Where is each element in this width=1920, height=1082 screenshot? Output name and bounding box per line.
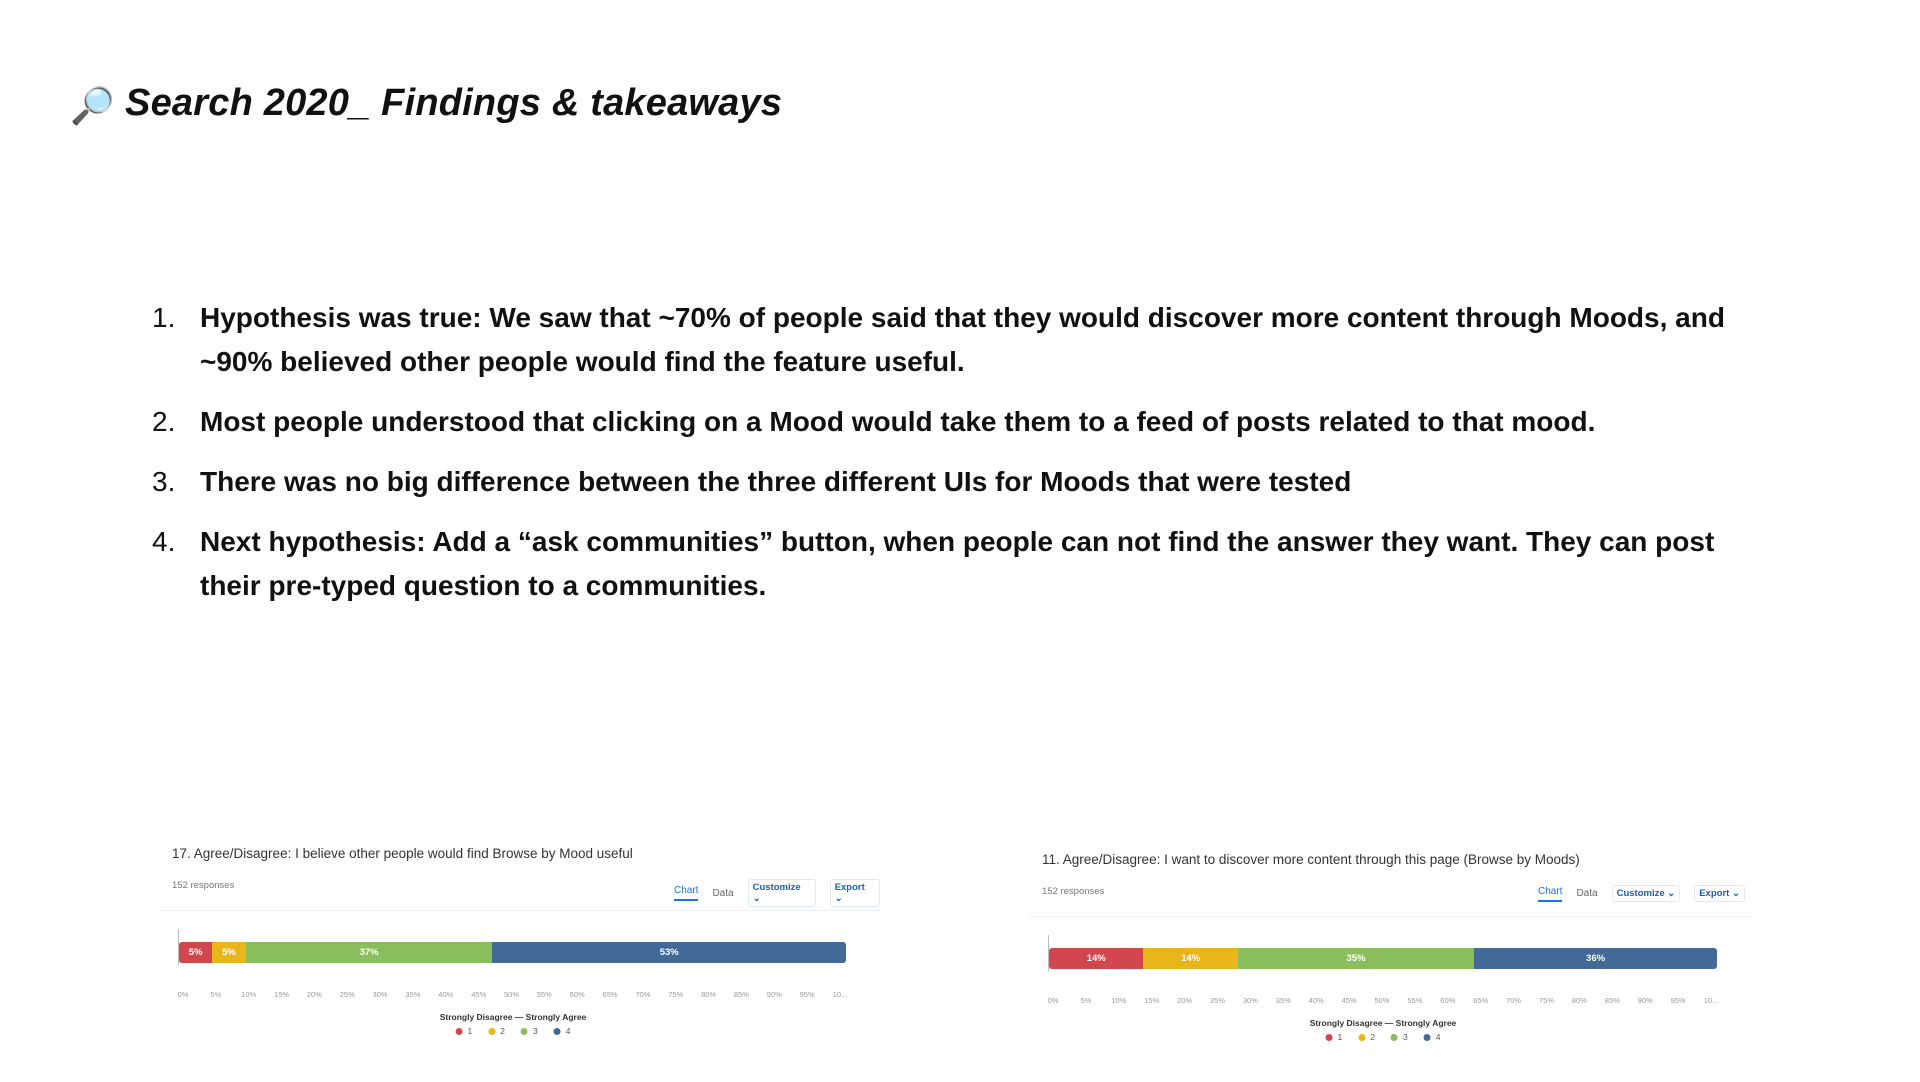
x-tick-label: 65% [602,990,618,999]
x-axis-ticks [1049,996,1717,1008]
legend-label: 2 [500,1026,505,1036]
data-label: 35% [1346,953,1366,964]
chart-panel-discover-content [1030,852,1750,1082]
legend-item [456,1026,473,1036]
stacked-bar [1049,948,1717,969]
findings-list [152,296,1732,624]
x-tick-label: 70% [1506,996,1522,1005]
x-tick-label: 0% [177,990,189,999]
chart-title: 11. Agree/Disagree: I want to discover more content through this page (Browse by Moods) [1042,852,1580,867]
legend-item [554,1026,571,1036]
finding-number: 1. [152,302,176,333]
data-label: 36% [1586,953,1606,964]
chart-panel-mood-useful [160,846,880,1076]
finding-item [152,296,1732,384]
tab-chart[interactable]: Chart [1538,886,1562,902]
data-label: 5% [188,947,203,958]
slide-title [70,82,782,125]
responses-count: 152 responses [1042,886,1105,897]
x-tick-label: 85% [1604,996,1620,1005]
legend-label: 4 [1435,1032,1441,1042]
legend-label: 3 [533,1026,538,1036]
x-tick-label: 10... [832,990,848,999]
x-tick-label: 10% [241,990,257,999]
chart-title: 17. Agree/Disagree: I believe other people would find Browse by Mood useful [172,846,633,861]
divider [160,910,880,911]
bar-segment-1 [179,942,212,963]
x-tick-label: 95% [1670,996,1686,1005]
finding-number: 4. [152,526,176,557]
x-tick-label: 55% [1407,996,1423,1005]
legend-dot-icon [521,1028,528,1035]
data-label: 14% [1086,953,1106,964]
x-tick-label: 85% [733,990,749,999]
x-tick-label: 50% [1374,996,1390,1005]
legend-title: Strongly Disagree — Strongly Agree [439,1012,587,1022]
customize-button[interactable]: Customize ⌄ [1612,885,1681,902]
x-tick-label: 90% [1637,996,1653,1005]
x-tick-label: 5% [1080,996,1092,1005]
legend-item [1391,1032,1408,1042]
legend-dot-icon [1326,1034,1333,1041]
x-tick-label: 25% [1209,996,1226,1005]
finding-number: 3. [152,466,176,497]
x-tick-label: 60% [1440,996,1456,1005]
customize-button[interactable]: Customize ⌄ [748,879,816,907]
x-tick-label: 30% [372,990,388,999]
x-tick-label: 40% [1308,996,1324,1005]
legend-item [488,1026,505,1036]
x-tick-label: 35% [1275,996,1291,1005]
legend-label: 4 [565,1026,571,1036]
x-tick-label: 80% [701,990,717,999]
x-tick-label: 20% [306,990,322,999]
x-axis-ticks [179,990,846,1002]
legend-label: 1 [467,1026,473,1036]
x-tick-label: 80% [1571,996,1587,1005]
tab-data[interactable]: Data [1576,888,1598,899]
tab-chart[interactable]: Chart [674,885,698,901]
x-tick-label: 35% [405,990,421,999]
x-tick-label: 15% [1144,996,1160,1005]
chart-toolbar [1524,885,1745,902]
legend-title: Strongly Disagree — Strongly Agree [1309,1018,1457,1028]
finding-item [152,400,1732,444]
tab-data[interactable]: Data [712,887,734,899]
legend-item [1424,1032,1441,1042]
x-tick-label: 40% [438,990,454,999]
finding-number: 2. [152,406,176,437]
finding-item [152,520,1732,608]
x-tick-label: 60% [569,990,585,999]
bar-segment-1 [1049,948,1143,969]
finding-text: Next hypothesis: Add a “ask communities” button, when people can not find the answer they want. They can post their pre-typed question to a communities. [200,526,1715,601]
legend-dot-icon [554,1028,561,1035]
legend-item [521,1026,538,1036]
x-tick-label: 55% [536,990,552,999]
magnifying-glass-icon: 🔎 [70,84,116,126]
x-tick-label: 45% [1341,996,1357,1005]
finding-text: Hypothesis was true: We saw that ~70% of people said that they would discover more content through Moods, and ~90% believed other people would find the feature useful. [200,302,1725,377]
legend-dot-icon [456,1028,463,1035]
x-tick-label: 70% [635,990,651,999]
stacked-bar [179,942,846,963]
x-tick-label: 75% [668,990,684,999]
chart-toolbar [660,879,880,907]
x-tick-label: 25% [339,990,355,999]
x-tick-label: 10% [1111,996,1127,1005]
legend-item [1358,1032,1375,1042]
x-tick-label: 50% [503,990,520,999]
bar-segment-3 [246,942,493,963]
data-label: 37% [359,947,379,958]
x-tick-label: 95% [799,990,815,999]
legend-dot-icon [1424,1034,1431,1041]
finding-text: There was no big difference between the three different UIs for Moods that were tested [200,466,1352,497]
data-label: 14% [1181,953,1201,964]
legend-dot-icon [488,1028,495,1035]
legend-item [1326,1032,1343,1042]
bar-segment-3 [1238,948,1474,969]
bar-segment-4 [492,942,846,963]
legend [1318,1032,1449,1042]
slide-title-text: Search 2020_ Findings & takeaways [125,82,783,124]
x-tick-label: 15% [274,990,290,999]
x-tick-label: 5% [210,990,222,999]
x-tick-label: 75% [1538,996,1555,1005]
finding-item [152,460,1732,504]
bar-segment-2 [212,942,245,963]
x-tick-label: 90% [766,990,782,999]
export-button[interactable]: Export ⌄ [1694,885,1745,902]
legend [448,1026,579,1036]
legend-label: 3 [1403,1032,1408,1042]
divider [1030,916,1750,917]
responses-count: 152 responses [172,880,235,891]
x-tick-label: 0% [1047,996,1059,1005]
data-label: 5% [222,947,236,958]
legend-label: 1 [1337,1032,1343,1042]
finding-text: Most people understood that clicking on a Mood would take them to a feed of posts related to that mood. [200,406,1596,437]
bar-segment-4 [1474,948,1717,969]
x-tick-label: 30% [1242,996,1258,1005]
x-tick-label: 65% [1473,996,1489,1005]
legend-dot-icon [1358,1034,1365,1041]
x-tick-label: 20% [1177,996,1193,1005]
data-label: 53% [659,947,679,958]
export-button[interactable]: Export ⌄ [830,879,880,907]
x-tick-label: 45% [471,990,487,999]
legend-dot-icon [1391,1034,1398,1041]
legend-label: 2 [1370,1032,1375,1042]
x-tick-label: 10... [1703,996,1719,1005]
bar-segment-2 [1143,948,1237,969]
